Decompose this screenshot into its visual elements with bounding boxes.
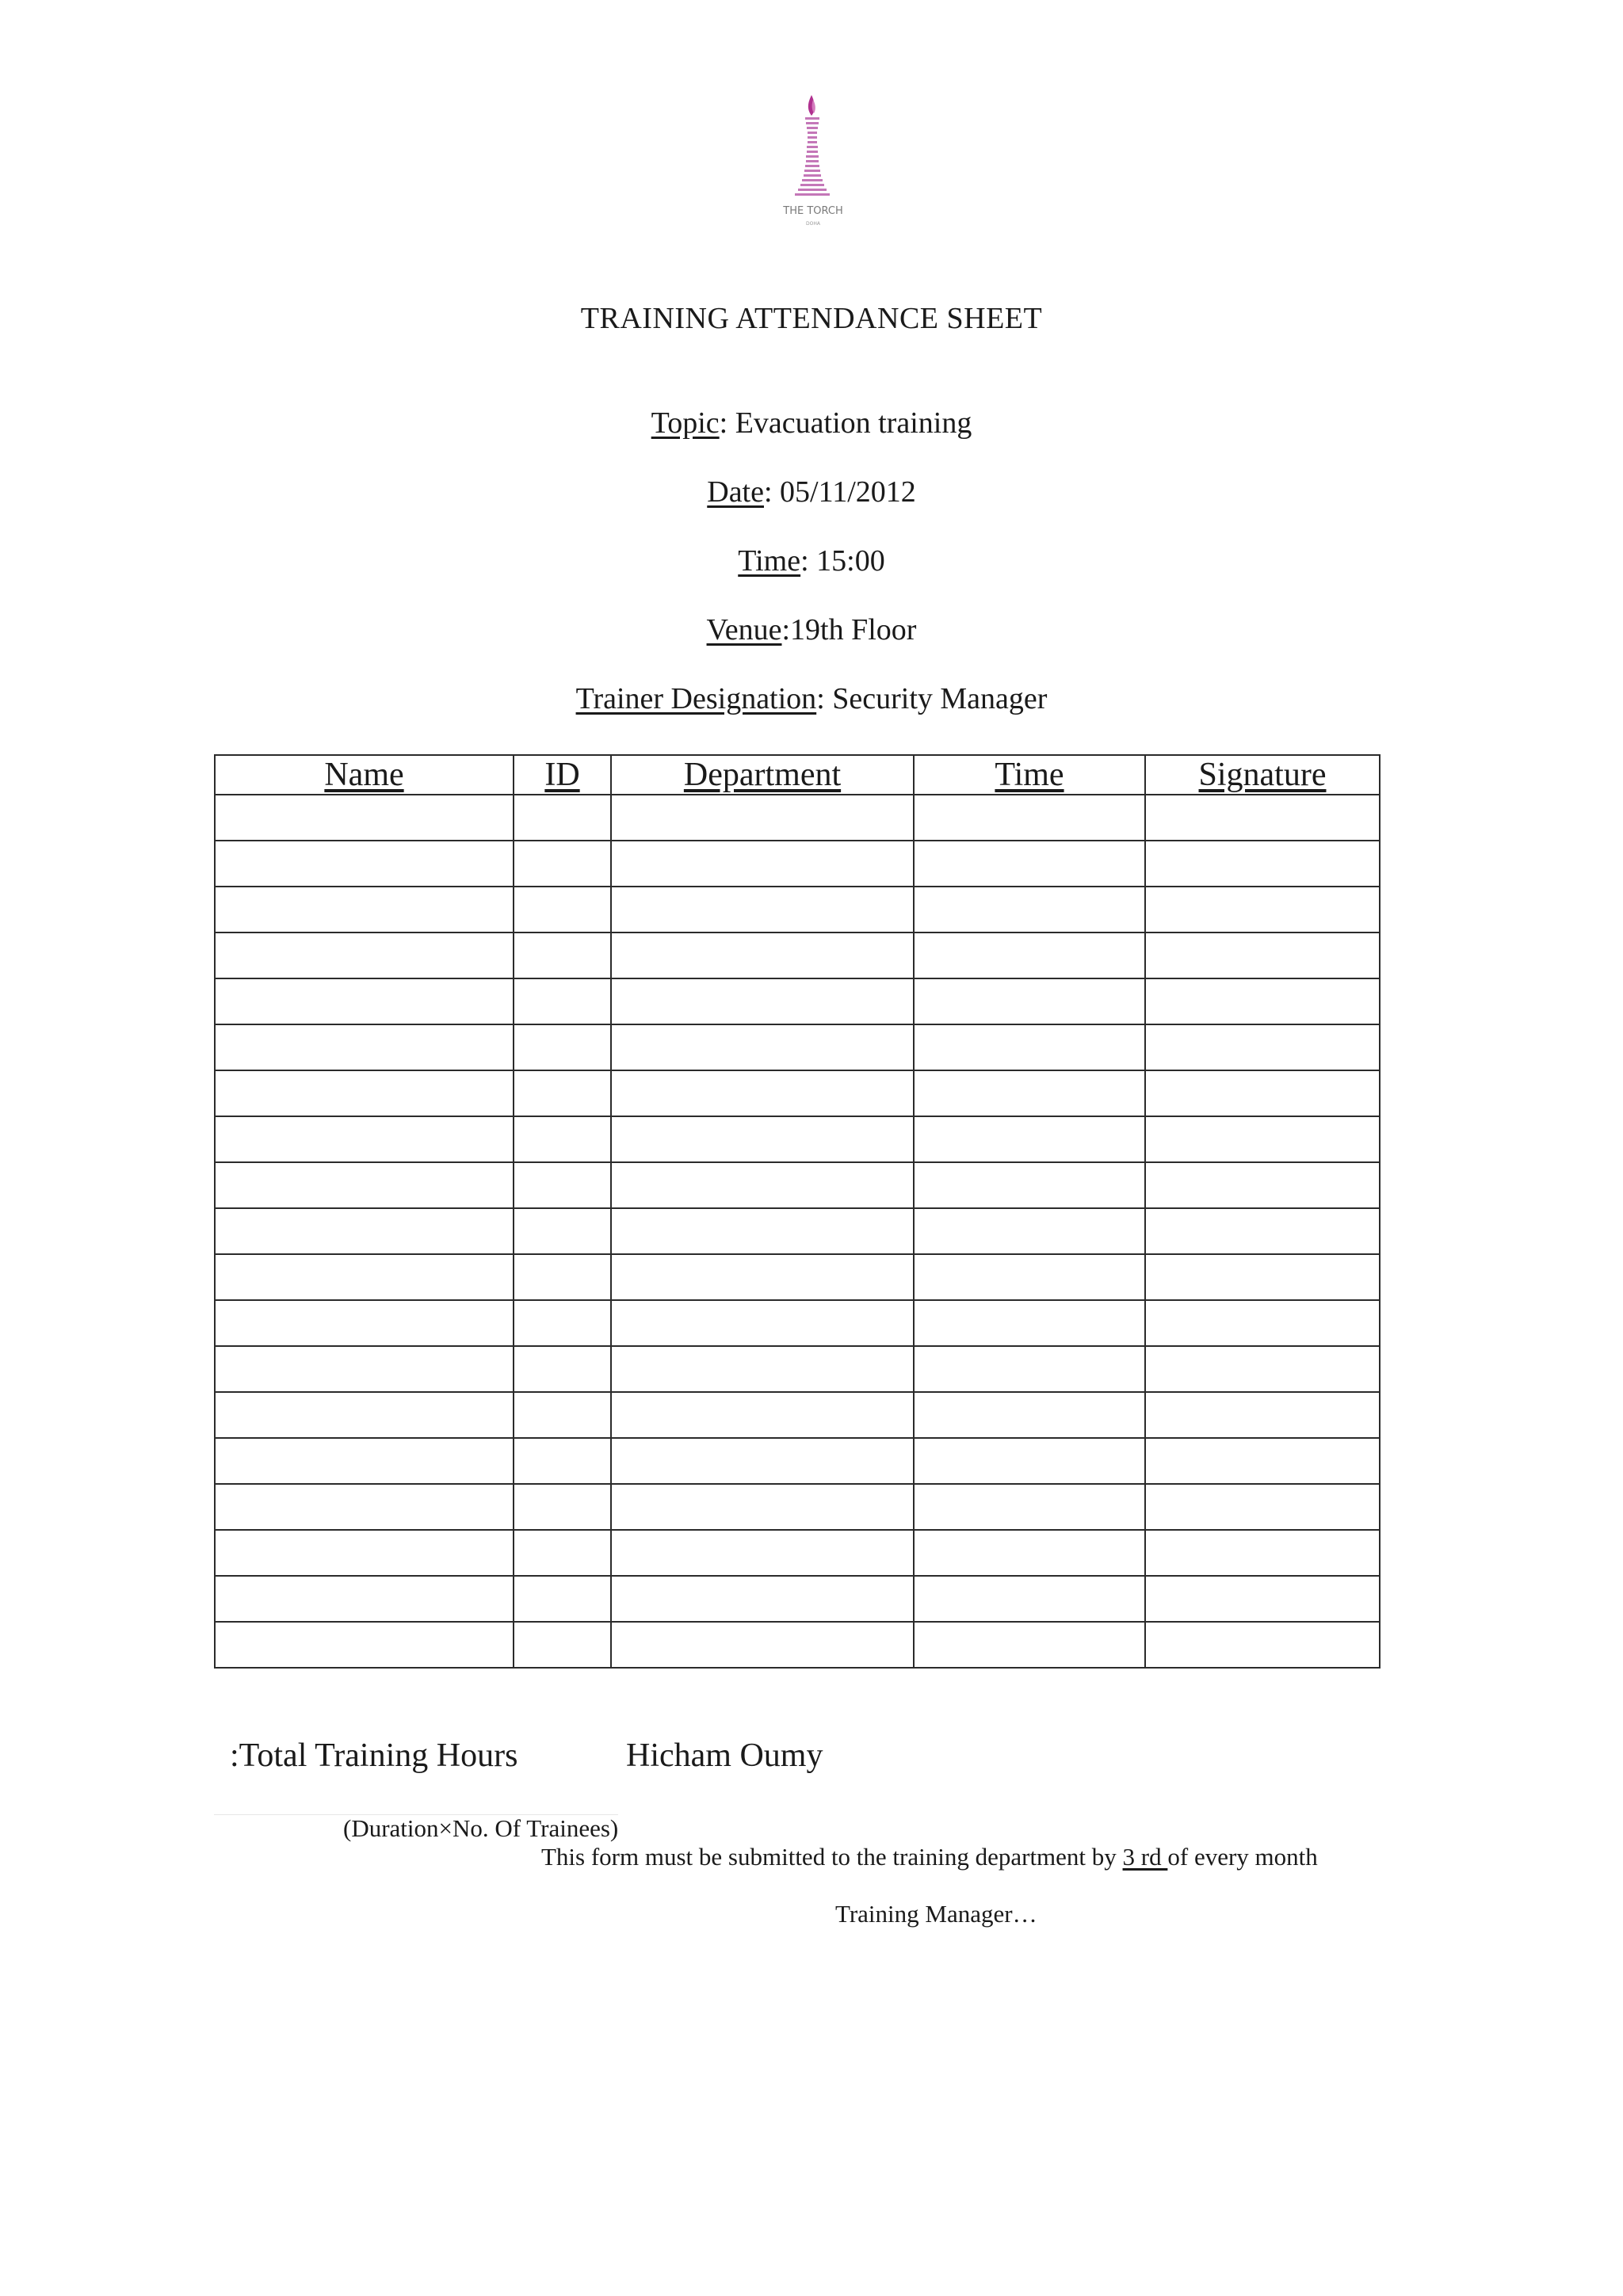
date-label: Date — [707, 475, 764, 509]
training-manager-signoff: Training Manager… — [835, 1900, 1037, 1928]
cell-time[interactable] — [914, 1162, 1145, 1208]
table-row — [215, 887, 1380, 933]
attendance-rows — [215, 795, 1380, 1668]
cell-id[interactable] — [514, 887, 611, 933]
cell-department[interactable] — [611, 795, 914, 841]
cell-department[interactable] — [611, 841, 914, 887]
cell-department[interactable] — [611, 1254, 914, 1300]
trainer-name: Hicham Oumy — [626, 1737, 823, 1774]
cell-id[interactable] — [514, 1576, 611, 1622]
table-row — [215, 795, 1380, 841]
venue-line — [0, 612, 1623, 647]
cell-signature[interactable] — [1145, 1438, 1380, 1484]
cell-time[interactable] — [914, 1622, 1145, 1668]
cell-signature[interactable] — [1145, 1254, 1380, 1300]
cell-signature[interactable] — [1145, 1484, 1380, 1530]
cell-name[interactable] — [215, 1162, 514, 1208]
cell-department[interactable] — [611, 1622, 914, 1668]
cell-id[interactable] — [514, 1024, 611, 1070]
hours-formula: (Duration×No. Of Trainees) — [343, 1814, 619, 1842]
trainer-label: Trainer Designation — [575, 682, 817, 715]
cell-time[interactable] — [914, 887, 1145, 933]
cell-name[interactable] — [215, 1438, 514, 1484]
cell-time[interactable] — [914, 1254, 1145, 1300]
cell-id[interactable] — [514, 1622, 611, 1668]
table-row — [215, 1576, 1380, 1622]
table-header-row — [215, 755, 1380, 795]
column-header-time: Time — [914, 755, 1145, 795]
cell-id[interactable] — [514, 1438, 611, 1484]
logo-city: DOHA — [806, 221, 820, 227]
cell-id[interactable] — [514, 978, 611, 1024]
cell-time[interactable] — [914, 1070, 1145, 1116]
cell-signature[interactable] — [1145, 1346, 1380, 1392]
cell-department[interactable] — [611, 1438, 914, 1484]
topic-label: Topic — [651, 406, 720, 440]
cell-name[interactable] — [215, 1484, 514, 1530]
cell-name[interactable] — [215, 1530, 514, 1576]
venue-value: :19th Floor — [781, 613, 917, 646]
cell-name[interactable] — [215, 1070, 514, 1116]
cell-signature[interactable] — [1145, 795, 1380, 841]
cell-department[interactable] — [611, 1024, 914, 1070]
notice-text-end: of every month — [1167, 1843, 1318, 1871]
cell-time[interactable] — [914, 1438, 1145, 1484]
page-title: TRAINING ATTENDANCE SHEET — [580, 302, 1043, 335]
cell-time[interactable] — [914, 1024, 1145, 1070]
cell-name[interactable] — [215, 795, 514, 841]
time-label: Time — [738, 544, 801, 578]
cell-name[interactable] — [215, 1622, 514, 1668]
cell-name[interactable] — [215, 841, 514, 887]
cell-signature[interactable] — [1145, 1024, 1380, 1070]
cell-department[interactable] — [611, 1208, 914, 1254]
cell-department[interactable] — [611, 1530, 914, 1576]
submission-notice — [541, 1843, 1318, 1871]
trainer-value: : Security Manager — [816, 682, 1048, 715]
cell-signature[interactable] — [1145, 1392, 1380, 1438]
cell-department[interactable] — [611, 1346, 914, 1392]
cell-signature[interactable] — [1145, 1622, 1380, 1668]
cell-department[interactable] — [611, 933, 914, 978]
cell-signature[interactable] — [1145, 1530, 1380, 1576]
table-row — [215, 1116, 1380, 1162]
cell-name[interactable] — [215, 1300, 514, 1346]
cell-name[interactable] — [215, 1576, 514, 1622]
cell-department[interactable] — [611, 1576, 914, 1622]
cell-department[interactable] — [611, 1162, 914, 1208]
cell-name[interactable] — [215, 1024, 514, 1070]
topic-line — [0, 406, 1623, 441]
cell-department[interactable] — [611, 1300, 914, 1346]
attendance-table — [214, 754, 1381, 1669]
cell-time[interactable] — [914, 795, 1145, 841]
cell-time[interactable] — [914, 841, 1145, 887]
cell-id[interactable] — [514, 1346, 611, 1392]
cell-id[interactable] — [514, 1254, 611, 1300]
cell-id[interactable] — [514, 1208, 611, 1254]
cell-time[interactable] — [914, 1116, 1145, 1162]
cell-department[interactable] — [611, 1392, 914, 1438]
column-header-department: Department — [611, 755, 914, 795]
cell-time[interactable] — [914, 978, 1145, 1024]
time-value: : 15:00 — [800, 544, 885, 578]
cell-signature[interactable] — [1145, 841, 1380, 887]
table-row — [215, 841, 1380, 887]
cell-signature[interactable] — [1145, 1070, 1380, 1116]
table-row — [215, 1208, 1380, 1254]
cell-name[interactable] — [215, 1254, 514, 1300]
column-header-signature: Signature — [1145, 755, 1380, 795]
cell-id[interactable] — [514, 1484, 611, 1530]
cell-department[interactable] — [611, 1116, 914, 1162]
table-row — [215, 1300, 1380, 1346]
date-line — [0, 475, 1623, 509]
cell-time[interactable] — [914, 1484, 1145, 1530]
cell-name[interactable] — [215, 1116, 514, 1162]
cell-time[interactable] — [914, 1346, 1145, 1392]
cell-name[interactable] — [215, 1392, 514, 1438]
cell-name[interactable] — [215, 978, 514, 1024]
cell-department[interactable] — [611, 887, 914, 933]
topic-value: : Evacuation training — [719, 406, 972, 440]
cell-time[interactable] — [914, 1576, 1145, 1622]
notice-text-start: This form must be submitted to the training department by — [541, 1843, 1123, 1871]
cell-time[interactable] — [914, 1530, 1145, 1576]
table-row — [215, 1392, 1380, 1438]
cell-name[interactable] — [215, 887, 514, 933]
cell-id[interactable] — [514, 1392, 611, 1438]
logo-wordmark: THE TORCH — [783, 205, 843, 217]
total-hours-label: :Total Training Hours — [230, 1737, 518, 1774]
cell-department[interactable] — [611, 1070, 914, 1116]
date-value: : 05/11/2012 — [763, 475, 916, 509]
table-row — [215, 1622, 1380, 1668]
cell-signature[interactable] — [1145, 1208, 1380, 1254]
cell-id[interactable] — [514, 795, 611, 841]
table-row — [215, 1346, 1380, 1392]
cell-id[interactable] — [514, 1070, 611, 1116]
cell-id[interactable] — [514, 1116, 611, 1162]
time-line — [0, 543, 1623, 578]
cell-id[interactable] — [514, 841, 611, 887]
table-row — [215, 1070, 1380, 1116]
column-header-id: ID — [514, 755, 611, 795]
table-row — [215, 1530, 1380, 1576]
cell-id[interactable] — [514, 1530, 611, 1576]
cell-department[interactable] — [611, 1484, 914, 1530]
cell-name[interactable] — [215, 933, 514, 978]
cell-id[interactable] — [514, 933, 611, 978]
cell-signature[interactable] — [1145, 1576, 1380, 1622]
table-row — [215, 1162, 1380, 1208]
cell-name[interactable] — [215, 1208, 514, 1254]
table-row — [215, 1024, 1380, 1070]
cell-id[interactable] — [514, 1300, 611, 1346]
venue-label: Venue — [706, 613, 782, 646]
table-row — [215, 1484, 1380, 1530]
cell-department[interactable] — [611, 978, 914, 1024]
cell-signature[interactable] — [1145, 933, 1380, 978]
column-header-name: Name — [215, 755, 514, 795]
notice-due-day: 3 rd — [1122, 1843, 1168, 1871]
cell-time[interactable] — [914, 1392, 1145, 1438]
cell-id[interactable] — [514, 1162, 611, 1208]
table-row — [215, 978, 1380, 1024]
table-row — [215, 1254, 1380, 1300]
table-row — [215, 1438, 1380, 1484]
cell-time[interactable] — [914, 933, 1145, 978]
cell-time[interactable] — [914, 1300, 1145, 1346]
cell-signature[interactable] — [1145, 887, 1380, 933]
cell-signature[interactable] — [1145, 1300, 1380, 1346]
cell-name[interactable] — [215, 1346, 514, 1392]
cell-signature[interactable] — [1145, 1116, 1380, 1162]
cell-signature[interactable] — [1145, 1162, 1380, 1208]
torch-tower-icon — [770, 93, 856, 236]
torch-logo — [770, 93, 856, 236]
cell-time[interactable] — [914, 1208, 1145, 1254]
table-row — [215, 933, 1380, 978]
trainer-line — [0, 681, 1623, 716]
cell-signature[interactable] — [1145, 978, 1380, 1024]
